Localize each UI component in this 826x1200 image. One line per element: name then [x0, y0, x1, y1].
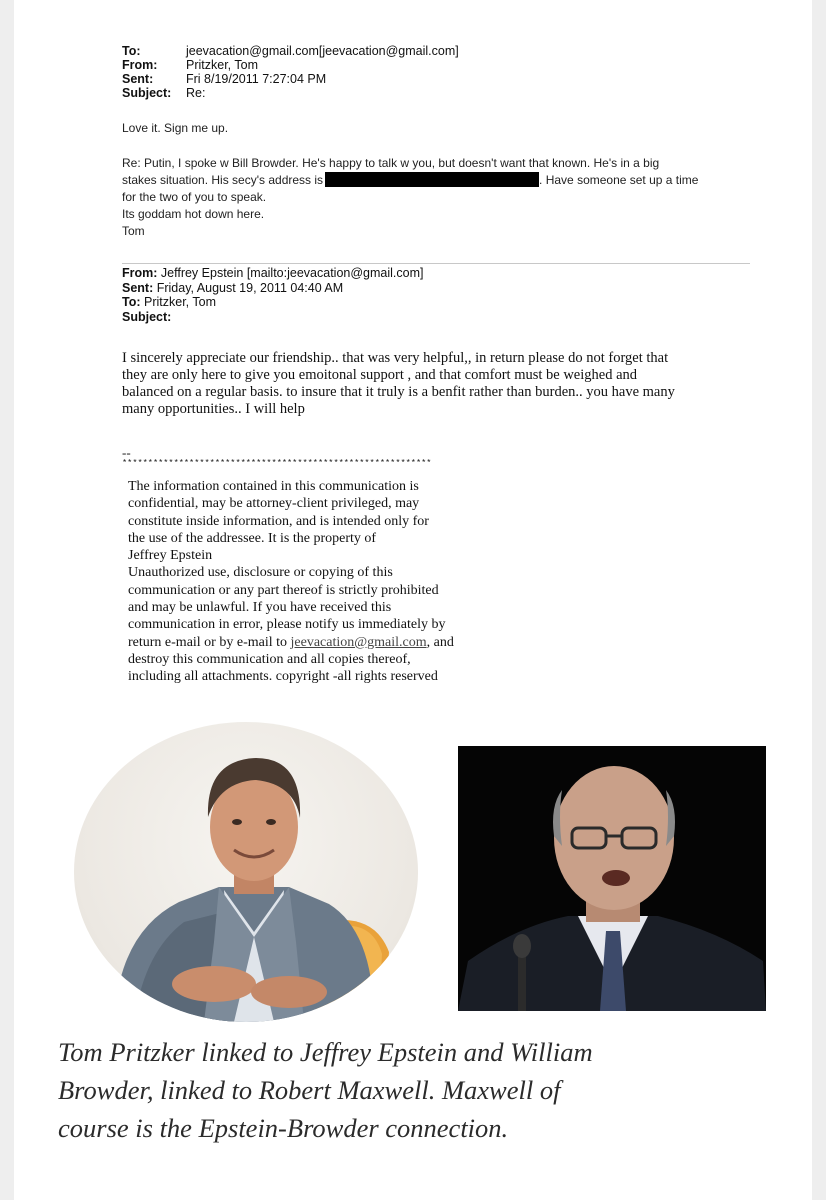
disclaimer-line: constitute inside information, and is intended only for	[128, 513, 429, 529]
asterisk-separator: ************************************************************	[122, 458, 432, 468]
body1-line: Love it. Sign me up.	[122, 121, 229, 135]
body1-line: for the two of you to speak.	[122, 190, 267, 204]
divider	[122, 263, 750, 264]
to-label: To:	[122, 44, 141, 58]
email-header-2	[122, 266, 423, 324]
email-body-2	[122, 350, 762, 418]
body1-line: Tom	[122, 224, 145, 238]
disclaimer-line: the use of the addressee. It is the property of	[128, 530, 377, 546]
email-body-1	[122, 120, 762, 240]
body1-text: . Have someone set up a time	[539, 173, 699, 187]
disclaimer-line: Unauthorized use, disclosure or copying of this	[128, 565, 393, 581]
subject-label: Subject:	[122, 86, 172, 100]
disclaimer-line: and may be unlawful. If you have received this	[128, 600, 392, 616]
disclaimer-text: return e-mail or by e-mail to	[128, 634, 291, 650]
disclaimer-line: confidential, may be attorney-client privileged, may	[128, 496, 420, 512]
disclaimer	[128, 478, 548, 686]
disclaimer-line: destroy this communication and all copies thereof,	[128, 651, 411, 667]
from-label: From:	[122, 58, 158, 72]
portrait-illustration-left	[74, 722, 418, 1022]
body2-line: they are only here to give you emoitonal support , and that comfort must be weighed and	[122, 367, 638, 383]
to-label: To:	[122, 295, 141, 309]
portrait-photo-left	[74, 722, 418, 1022]
portrait-photo-right	[458, 746, 766, 1011]
subject-label: Subject:	[122, 309, 172, 324]
image-caption	[58, 1033, 798, 1147]
caption-line: Tom Pritzker linked to Jeffrey Epstein and William	[58, 1037, 593, 1067]
portrait-illustration-right	[458, 746, 766, 1011]
from-value: Pritzker, Tom	[186, 58, 259, 72]
disclaimer-line: Jeffrey Epstein	[128, 548, 213, 564]
from-value: Jeffrey Epstein [mailto:jeevacation@gmail.com]	[157, 266, 424, 280]
sent-value: Friday, August 19, 2011 04:40 AM	[153, 280, 344, 295]
disclaimer-line: The information contained in this communication is	[128, 479, 419, 494]
disclaimer-line-link	[128, 634, 548, 651]
document-page	[14, 0, 812, 1200]
to-value: jeevacation@gmail.com[jeevacation@gmail.com]	[186, 44, 459, 58]
sent-value: Fri 8/19/2011 7:27:04 PM	[186, 72, 327, 86]
signature-dash: --	[122, 445, 131, 460]
body1-line: Its goddam hot down here.	[122, 207, 265, 221]
caption-line: course is the Epstein-Browder connection.	[58, 1113, 509, 1143]
body2-line: I sincerely appreciate our friendship.. that was very helpful,, in return please do not forget that	[122, 350, 669, 366]
body2-line: balanced on a regular basis. to insure that it truly is a benfit rather than burden.. you have many	[122, 384, 675, 400]
body1-line-redacted	[122, 172, 762, 189]
disclaimer-line: including all attachments. copyright -all rights reserved	[128, 669, 438, 685]
disclaimer-line: communication in error, please notify us immediately by	[128, 617, 446, 633]
email-link[interactable]: jeevacation@gmail.com	[290, 634, 427, 650]
redaction-box	[325, 172, 539, 187]
email-header-1	[122, 44, 459, 100]
disclaimer-text: , and	[426, 634, 454, 650]
from-label: From:	[122, 266, 158, 280]
subject-value: Re:	[186, 86, 206, 100]
body1-line: Re: Putin, I spoke w Bill Browder. He's happy to talk w you, but doesn't want that known. He's in a big	[122, 156, 660, 170]
sent-label: Sent:	[122, 280, 154, 295]
caption-line: Browder, linked to Robert Maxwell. Maxwell of	[58, 1075, 561, 1105]
body1-text: stakes situation. His secy's address is	[122, 173, 324, 187]
disclaimer-line: communication or any part thereof is strictly prohibited	[128, 582, 439, 598]
body2-line: many opportunities.. I will help	[122, 401, 305, 417]
sent-label: Sent:	[122, 72, 154, 86]
to-value: Pritzker, Tom	[140, 295, 216, 309]
